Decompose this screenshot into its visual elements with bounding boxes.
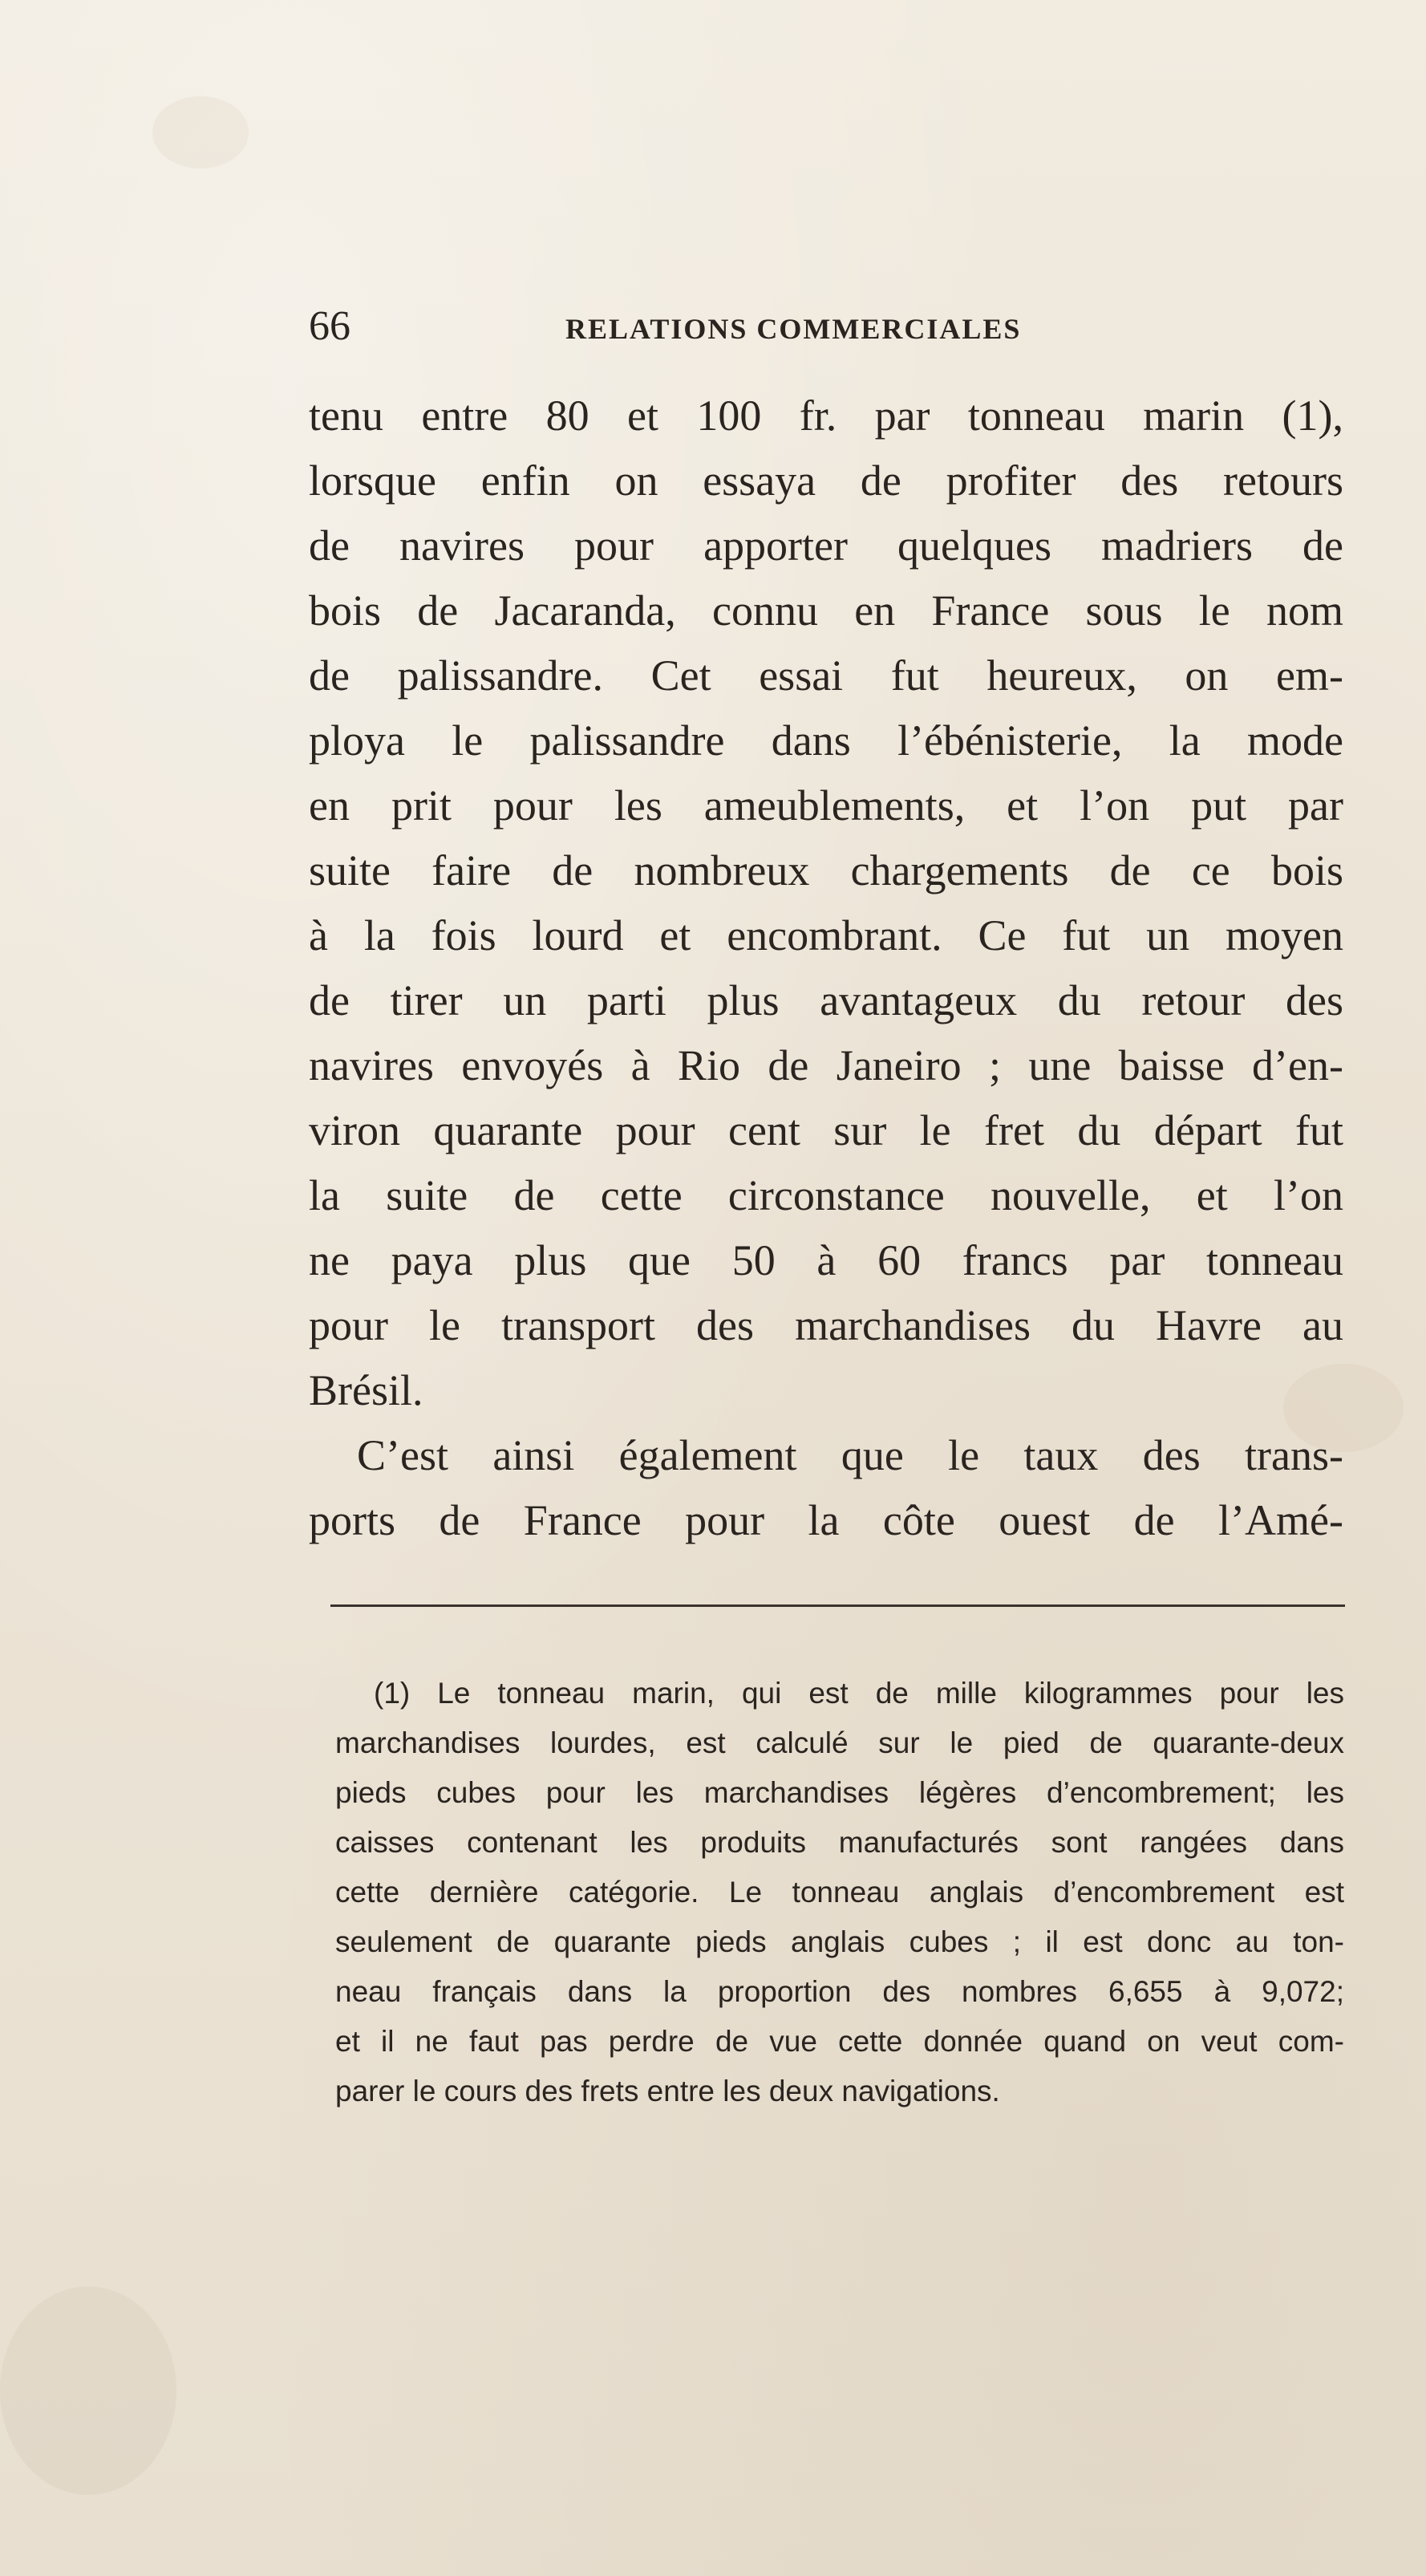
text-line: C’est ainsi également que le taux des trans- bbox=[357, 1431, 1343, 1479]
text-line: viron quarante pour cent sur le fret du départ fut bbox=[309, 1106, 1343, 1154]
footnote-line: et il ne faut pas perdre de vue cette donnée quand on veut com- bbox=[335, 2025, 1344, 2058]
text-line: tenu entre 80 et 100 fr. par tonneau marin (1), bbox=[309, 391, 1343, 440]
text-line: la suite de cette circonstance nouvelle, et l’on bbox=[309, 1171, 1343, 1219]
page-number: 66 bbox=[309, 303, 350, 349]
text-line: suite faire de nombreux chargements de ce bois bbox=[309, 846, 1343, 895]
footnote-line: seulement de quarante pieds anglais cubes ; il est donc au ton- bbox=[335, 1925, 1344, 1958]
text-line: de palissandre. Cet essai fut heureux, on em- bbox=[309, 651, 1343, 700]
text-line: ploya le palissandre dans l’ébénisterie, la mode bbox=[309, 716, 1343, 765]
running-title: RELATIONS COMMERCIALES bbox=[565, 313, 1022, 345]
text-line: bois de Jacaranda, connu en France sous le nom bbox=[309, 586, 1343, 635]
footnote-line: (1) Le tonneau marin, qui est de mille kilogrammes pour les bbox=[374, 1677, 1344, 1710]
footnote bbox=[335, 1669, 1344, 2116]
text-line: Brésil. bbox=[309, 1366, 423, 1414]
page-header bbox=[309, 298, 1343, 355]
footnote-line: cette dernière catégorie. Le tonneau anglais d’encombrement est bbox=[335, 1876, 1344, 1909]
paper-stain bbox=[0, 2286, 176, 2495]
text-line: de tirer un parti plus avantageux du retour des bbox=[309, 976, 1343, 1024]
main-text bbox=[309, 383, 1343, 1553]
footnote-line: neau français dans la proportion des nombres 6,655 à 9,072; bbox=[335, 1975, 1344, 2008]
text-line: lorsque enfin on essaya de profiter des retours bbox=[309, 456, 1343, 505]
text-line: ne paya plus que 50 à 60 francs par tonneau bbox=[309, 1236, 1343, 1284]
text-line: ports de France pour la côte ouest de l’Amé- bbox=[309, 1496, 1343, 1544]
footnote-line: marchandises lourdes, est calculé sur le pied de quarante-deux bbox=[335, 1726, 1344, 1759]
paper-stain bbox=[152, 96, 249, 168]
footnote-line: parer le cours des frets entre les deux navigations. bbox=[335, 2075, 1000, 2107]
text-line: pour le transport des marchandises du Havre au bbox=[309, 1301, 1343, 1349]
text-line: de navires pour apporter quelques madriers de bbox=[309, 521, 1343, 570]
footnote-line: caisses contenant les produits manufacturés sont rangées dans bbox=[335, 1826, 1344, 1859]
text-line: en prit pour les ameublements, et l’on put par bbox=[309, 781, 1343, 830]
text-line: à la fois lourd et encombrant. Ce fut un moyen bbox=[309, 911, 1343, 959]
text-line: navires envoyés à Rio de Janeiro ; une baisse d’en- bbox=[309, 1041, 1343, 1089]
footnote-line: pieds cubes pour les marchandises légères d’encombrement; les bbox=[335, 1776, 1344, 1809]
footnote-divider bbox=[330, 1604, 1345, 1607]
